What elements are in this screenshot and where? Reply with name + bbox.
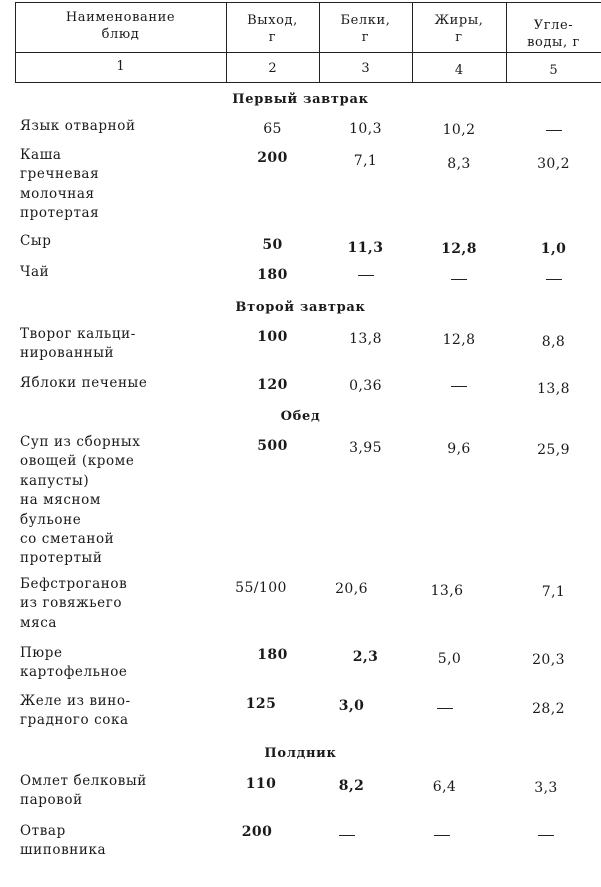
protein-value: 20,6 <box>335 581 368 597</box>
dish-name: Творог кальци- нированный <box>20 326 136 362</box>
protein-value: 11,3 <box>347 240 384 256</box>
carbs-value <box>506 826 586 844</box>
carbs-value: 30,2 <box>537 156 570 172</box>
dish-name: Суп из сборных овощей (кроме капусты) на мясном бульоне со сметаной протертый <box>20 434 141 567</box>
output-value: 100 <box>257 329 288 345</box>
fat-value: 6,4 <box>432 779 457 795</box>
header-middle-rule <box>15 52 601 53</box>
carbs-value: 25,9 <box>537 442 570 458</box>
carbs-value: 20,3 <box>532 652 565 668</box>
dash-mark <box>546 130 562 131</box>
output-value: 65 <box>263 121 282 137</box>
dash-mark <box>538 835 554 836</box>
dish-name: Отвар шиповника <box>20 823 107 859</box>
dish-name: Пюре картофельное <box>20 645 128 681</box>
fat-value: 9,6 <box>447 441 471 457</box>
header-output: Выход, г <box>247 13 298 45</box>
header-protein: Белки, г <box>340 13 391 45</box>
output-value: 500 <box>257 438 288 454</box>
dash-mark <box>437 708 453 709</box>
protein-value <box>319 266 412 284</box>
dish-name: Омлет белковый паровой <box>20 773 147 809</box>
protein-value: 10,3 <box>349 121 382 137</box>
fat-value <box>412 270 506 288</box>
header-dish-name: Наименование блюд <box>65 10 176 42</box>
dash-mark <box>451 386 467 387</box>
protein-value: 13,8 <box>349 331 382 347</box>
fat-value <box>412 826 472 844</box>
dash-mark <box>546 279 562 280</box>
output-value: 55/100 <box>235 580 287 596</box>
carbs-value: 28,2 <box>532 701 565 717</box>
carbs-value: 1,0 <box>540 241 567 257</box>
dash-mark <box>451 279 467 280</box>
fat-value: 5,0 <box>437 651 462 667</box>
dish-name: Каша гречневая молочная протертая <box>20 147 100 222</box>
output-value: 200 <box>241 824 273 840</box>
carbs-value: 13,8 <box>537 381 570 397</box>
protein-value: 0,36 <box>349 378 382 394</box>
header-col-number: 2 <box>268 61 277 76</box>
section-title: Обед <box>280 409 321 424</box>
dish-name: Желе из вино- градного сока <box>20 693 131 729</box>
output-value: 180 <box>257 647 288 663</box>
fat-value: 12,8 <box>442 332 476 348</box>
carbs-value: 3,3 <box>534 780 558 796</box>
output-value: 180 <box>257 267 288 283</box>
fat-value <box>412 699 477 717</box>
header-bottom-rule <box>15 82 601 83</box>
section-title: Второй завтрак <box>235 300 366 315</box>
header-col-number: 5 <box>549 63 558 78</box>
fat-value <box>412 377 506 395</box>
dash-mark <box>358 275 374 276</box>
protein-value: 8,2 <box>338 778 365 794</box>
header-col-number: 1 <box>116 59 125 74</box>
dish-name: Язык отварной <box>20 118 136 134</box>
section-title: Полдник <box>264 746 337 761</box>
header-carbs: Угле- воды, г <box>527 18 580 50</box>
dish-name: Бефстроганов из говяжьего мяса <box>20 576 128 631</box>
protein-value: 3,0 <box>338 698 365 714</box>
carbs-value: 8,8 <box>541 334 566 350</box>
header-col-number: 4 <box>454 63 464 78</box>
protein-value <box>319 826 374 844</box>
dish-name: Сыр <box>20 233 52 249</box>
header-col-number: 3 <box>361 61 370 76</box>
header-top-rule <box>15 2 601 3</box>
output-value: 120 <box>257 377 288 393</box>
section-title: Первый завтрак <box>232 92 369 107</box>
dish-name: Яблоки печеные <box>20 375 148 391</box>
output-value: 110 <box>245 776 277 792</box>
carbs-value <box>506 270 601 288</box>
fat-value: 12,8 <box>441 241 477 257</box>
output-value: 200 <box>257 150 288 166</box>
header-fat: Жиры, г <box>434 13 484 45</box>
output-value: 125 <box>245 696 277 712</box>
fat-value: 8,3 <box>447 156 471 172</box>
dish-name: Чай <box>20 264 50 280</box>
protein-value: 3,95 <box>349 440 382 456</box>
fat-value: 13,6 <box>430 583 464 599</box>
carbs-value <box>506 121 601 139</box>
dash-mark <box>434 835 450 836</box>
protein-value: 7,1 <box>353 153 378 169</box>
dash-mark <box>339 835 355 836</box>
carbs-value: 7,1 <box>541 584 566 600</box>
output-value: 50 <box>262 237 283 253</box>
protein-value: 2,3 <box>352 649 379 665</box>
fat-value: 10,2 <box>442 122 476 138</box>
